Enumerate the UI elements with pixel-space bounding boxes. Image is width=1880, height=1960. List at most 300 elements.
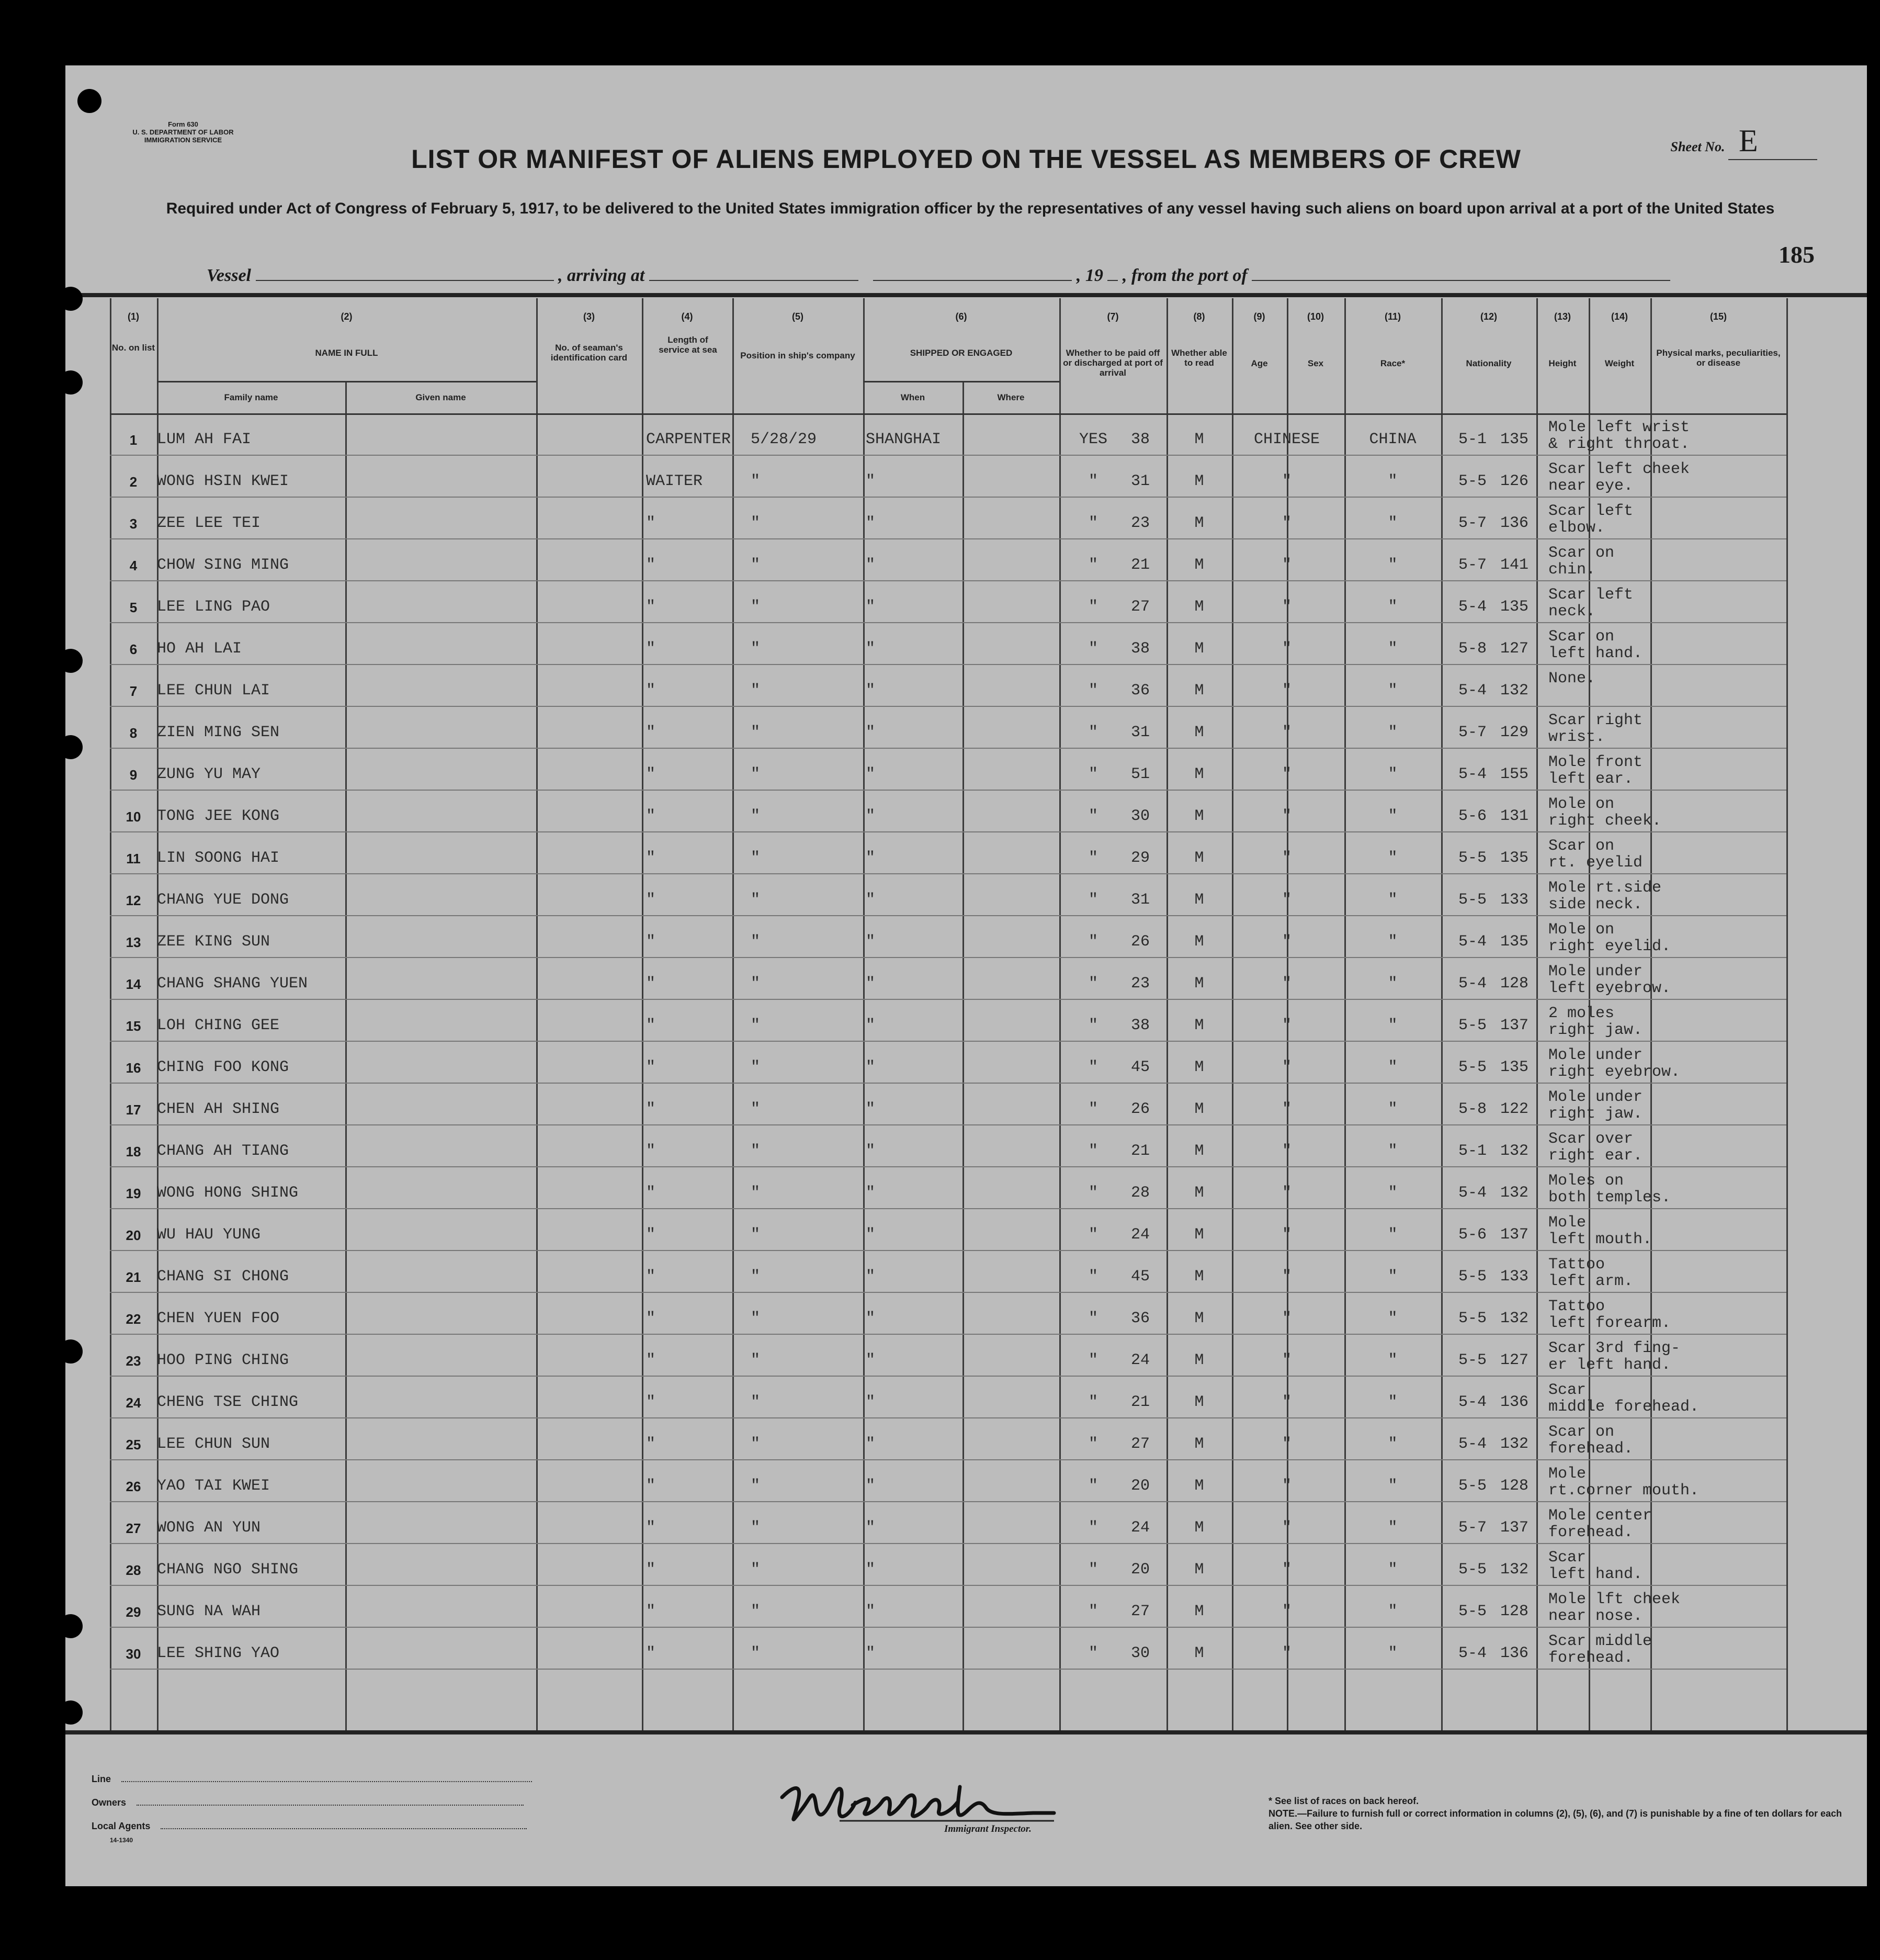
manifest-sheet — [65, 65, 1867, 1886]
cell-race: " — [1282, 1142, 1292, 1160]
cell-physical-marks: er left hand. — [1548, 1356, 1671, 1374]
cell-race: " — [1282, 1310, 1292, 1327]
cell-physical-marks: Mole center — [1548, 1507, 1652, 1525]
service-name: IMMIGRATION SERVICE — [144, 136, 222, 144]
inspector-label: Immigrant Inspector. — [944, 1823, 1032, 1834]
cell-when: " — [751, 1058, 761, 1076]
row-rule — [110, 455, 1786, 456]
cell-race: " — [1282, 1058, 1292, 1076]
cell-paid: " — [1088, 975, 1098, 993]
cell-name: CHEN AH SHING — [157, 1100, 280, 1118]
cell-race: " — [1282, 1603, 1292, 1620]
col13-header: Height — [1548, 358, 1577, 368]
cell-age: 31 — [1130, 724, 1150, 741]
row-number: 2 — [129, 474, 138, 490]
cell-age: 29 — [1130, 849, 1150, 867]
cell-race: " — [1282, 933, 1292, 951]
cell-weight: 155 — [1500, 765, 1528, 783]
cell-age: 20 — [1130, 1561, 1150, 1579]
col-line — [732, 298, 734, 1730]
row-rule — [110, 1543, 1786, 1544]
cell-physical-marks: Scar on — [1548, 837, 1615, 855]
cell-where: " — [866, 1477, 876, 1495]
row-number: 13 — [126, 934, 141, 950]
cell-race: " — [1282, 1184, 1292, 1202]
cell-when: " — [751, 1226, 761, 1244]
cell-position: " — [646, 807, 656, 825]
cell-when: " — [751, 1435, 761, 1453]
cell-age: 36 — [1130, 1310, 1150, 1327]
owners-blank — [137, 1805, 524, 1806]
cell-weight: 129 — [1500, 724, 1528, 741]
cell-physical-marks: & right throat. — [1548, 435, 1690, 453]
cell-height: 5-5 — [1458, 1268, 1487, 1286]
col10-header: Sex — [1307, 358, 1324, 368]
row-number: 19 — [126, 1186, 141, 1201]
row-number: 6 — [129, 641, 138, 657]
cell-name: CHANG NGO SHING — [157, 1561, 299, 1579]
footer-note — [1269, 1795, 1844, 1832]
cell-paid: " — [1088, 1644, 1098, 1662]
cell-physical-marks: right eyelid. — [1548, 938, 1671, 955]
cell-age: 45 — [1130, 1058, 1150, 1076]
cell-weight: 128 — [1500, 1603, 1528, 1620]
cell-nationality: " — [1388, 891, 1398, 909]
cell-position: " — [646, 891, 656, 909]
cell-when: " — [751, 1310, 761, 1327]
cell-nationality: " — [1388, 1351, 1398, 1369]
cell-name: CHANG YUE DONG — [157, 891, 289, 909]
cell-where: " — [866, 1268, 876, 1286]
cell-height: 5-4 — [1458, 1644, 1487, 1662]
cell-sex: M — [1194, 1477, 1204, 1495]
cell-sex: M — [1194, 1310, 1204, 1327]
cell-physical-marks: Mole under — [1548, 963, 1643, 981]
cell-age: 27 — [1130, 598, 1150, 616]
cell-when: " — [751, 1268, 761, 1286]
cell-physical-marks: Mole left wrist — [1548, 419, 1690, 436]
cell-weight: 133 — [1500, 1268, 1528, 1286]
binder-hole — [59, 1339, 83, 1364]
cell-physical-marks: right ear. — [1548, 1147, 1643, 1165]
cell-age: 24 — [1130, 1351, 1150, 1369]
col-line — [157, 298, 158, 1730]
arriving-label: , arriving at — [558, 266, 645, 285]
cell-position: " — [646, 598, 656, 616]
cell-paid: " — [1088, 514, 1098, 532]
cell-physical-marks: right jaw. — [1548, 1021, 1643, 1039]
cell-height: 5-4 — [1458, 765, 1487, 783]
cell-sex: M — [1194, 1644, 1204, 1662]
cell-physical-marks: left eyebrow. — [1548, 979, 1671, 997]
row-rule — [110, 1376, 1786, 1377]
cell-sex: M — [1194, 1603, 1204, 1620]
cell-nationality: " — [1388, 807, 1398, 825]
cell-age: 26 — [1130, 933, 1150, 951]
cell-physical-marks: Tattoo — [1548, 1256, 1605, 1274]
row-rule — [110, 1334, 1786, 1335]
cell-age: 27 — [1130, 1435, 1150, 1453]
cell-position: " — [646, 1351, 656, 1369]
row-rule — [110, 497, 1786, 498]
cell-physical-marks: Moles on — [1548, 1172, 1624, 1190]
footer-owners-field — [92, 1797, 524, 1808]
cell-race: " — [1282, 1100, 1292, 1118]
cell-weight: 136 — [1500, 1644, 1528, 1662]
line-label: Line — [92, 1774, 111, 1784]
cell-position: " — [646, 682, 656, 700]
cell-height: 5-6 — [1458, 807, 1487, 825]
document-subtitle: Required under Act of Congress of February 5, 1917, to be delivered to the United States immigration officer by the representatives of any vessel having such aliens on board upon arrival at a port of the United States — [166, 200, 1775, 217]
cell-name: WU HAU YUNG — [157, 1226, 261, 1244]
cell-when: " — [751, 640, 761, 658]
cell-race: " — [1282, 514, 1292, 532]
row-rule — [110, 664, 1786, 665]
cell-position: " — [646, 1519, 656, 1537]
cell-nationality: " — [1388, 933, 1398, 951]
cell-race: " — [1282, 1435, 1292, 1453]
line-blank — [121, 1781, 532, 1782]
row-rule — [110, 915, 1786, 916]
cell-sex: M — [1194, 598, 1204, 616]
col14-number: (14) — [1611, 311, 1628, 322]
sheet-number-label: Sheet No. — [1670, 139, 1725, 154]
shipped-subheader-rule — [863, 381, 1059, 382]
cell-physical-marks: Mole — [1548, 1465, 1587, 1483]
row-rule — [110, 831, 1786, 832]
cell-when: " — [751, 1184, 761, 1202]
row-number: 23 — [126, 1353, 141, 1369]
cell-age: 26 — [1130, 1100, 1150, 1118]
cell-paid: " — [1088, 1184, 1098, 1202]
cell-height: 5-5 — [1458, 1310, 1487, 1327]
row-number: 9 — [129, 767, 138, 783]
cell-race: " — [1282, 765, 1292, 783]
cell-weight: 141 — [1500, 556, 1528, 574]
cell-position: " — [646, 1393, 656, 1411]
col-line — [1287, 298, 1288, 1730]
cell-position: " — [646, 1184, 656, 1202]
col13-number: (13) — [1554, 311, 1571, 322]
cell-weight: 127 — [1500, 640, 1528, 658]
cell-physical-marks: Scar — [1548, 1381, 1587, 1399]
cell-sex: M — [1194, 1268, 1204, 1286]
cell-sex: M — [1194, 431, 1204, 448]
cell-when: " — [751, 933, 761, 951]
cell-name: LOH CHING GEE — [157, 1017, 280, 1034]
cell-nationality: " — [1388, 1435, 1398, 1453]
cell-nationality: " — [1388, 1184, 1398, 1202]
form-number: Form 630 — [168, 120, 198, 128]
row-rule — [110, 1250, 1786, 1251]
cell-sex: M — [1194, 849, 1204, 867]
year-blank — [1107, 264, 1118, 281]
cell-height: 5-5 — [1458, 1561, 1487, 1579]
cell-nationality: " — [1388, 724, 1398, 741]
cell-physical-marks: right jaw. — [1548, 1105, 1643, 1123]
footer-agents-field — [92, 1821, 527, 1832]
cell-weight: 126 — [1500, 472, 1528, 490]
when-header: When — [900, 392, 925, 402]
cell-height: 5-4 — [1458, 598, 1487, 616]
agents-blank — [161, 1828, 527, 1829]
row-number: 5 — [129, 600, 138, 615]
cell-physical-marks: Scar left cheek — [1548, 460, 1690, 478]
cell-weight: 137 — [1500, 1017, 1528, 1034]
cell-when: " — [751, 1351, 761, 1369]
col7-header: Whether to be paid off or discharged at port of arrival — [1063, 348, 1163, 378]
cell-race: " — [1282, 598, 1292, 616]
row-number: 22 — [126, 1311, 141, 1327]
cell-physical-marks: neck. — [1548, 603, 1596, 621]
cell-position: CARPENTER — [646, 431, 731, 448]
cell-weight: 136 — [1500, 1393, 1528, 1411]
arriving-blank — [649, 264, 858, 281]
cell-height: 5-4 — [1458, 975, 1487, 993]
cell-nationality: " — [1388, 472, 1398, 490]
cell-sex: M — [1194, 556, 1204, 574]
cell-physical-marks: side neck. — [1548, 896, 1643, 914]
cell-race: " — [1282, 1268, 1292, 1286]
cell-nationality: " — [1388, 1603, 1398, 1620]
cell-name: CHENG TSE CHING — [157, 1393, 299, 1411]
cell-sex: M — [1194, 640, 1204, 658]
row-number: 25 — [126, 1437, 141, 1452]
cell-weight: 136 — [1500, 514, 1528, 532]
cell-race: " — [1282, 1393, 1292, 1411]
cell-nationality: " — [1388, 682, 1398, 700]
cell-when: " — [751, 556, 761, 574]
cell-position: " — [646, 765, 656, 783]
row-rule — [110, 622, 1786, 623]
cell-where: " — [866, 807, 876, 825]
cell-position: " — [646, 1017, 656, 1034]
cell-paid: " — [1088, 1561, 1098, 1579]
col-line — [642, 298, 643, 1730]
cell-age: 24 — [1130, 1226, 1150, 1244]
cell-physical-marks: chin. — [1548, 561, 1596, 579]
cell-when: " — [751, 724, 761, 741]
cell-physical-marks: Tattoo — [1548, 1298, 1605, 1315]
cell-age: 27 — [1130, 1603, 1150, 1620]
cell-physical-marks: Mole rt.side — [1548, 879, 1662, 897]
cell-age: 38 — [1130, 640, 1150, 658]
col1-number: (1) — [128, 311, 139, 322]
col7-number: (7) — [1107, 311, 1119, 322]
cell-height: 5-5 — [1458, 1351, 1487, 1369]
cell-nationality: " — [1388, 1644, 1398, 1662]
cell-height: 5-5 — [1458, 891, 1487, 909]
row-rule — [110, 1166, 1786, 1167]
cell-sex: M — [1194, 891, 1204, 909]
col-line — [345, 382, 347, 1730]
cell-nationality: " — [1388, 514, 1398, 532]
cell-position: " — [646, 1268, 656, 1286]
cell-when: " — [751, 1017, 761, 1034]
from-port-label: , from the port of — [1122, 266, 1248, 285]
cell-sex: M — [1194, 1519, 1204, 1537]
cell-where: " — [866, 1058, 876, 1076]
binder-hole — [59, 649, 83, 673]
cell-where: " — [866, 640, 876, 658]
row-rule — [110, 748, 1786, 749]
cell-nationality: " — [1388, 1100, 1398, 1118]
col-line — [962, 382, 964, 1730]
cell-nationality: " — [1388, 1561, 1398, 1579]
row-number: 27 — [126, 1520, 141, 1536]
col4-number: (4) — [681, 311, 693, 322]
col-line — [1441, 298, 1443, 1730]
cell-position: " — [646, 1226, 656, 1244]
col11-header: Race* — [1380, 358, 1406, 368]
cell-physical-marks: Scar on — [1548, 1423, 1615, 1441]
cell-physical-marks: Mole — [1548, 1214, 1587, 1232]
cell-race: " — [1282, 807, 1292, 825]
cell-paid: " — [1088, 891, 1098, 909]
cell-paid: " — [1088, 472, 1098, 490]
cell-position: " — [646, 724, 656, 741]
cell-where: " — [866, 598, 876, 616]
row-number: 3 — [129, 516, 138, 532]
where-header: Where — [997, 392, 1025, 402]
row-number: 11 — [126, 851, 141, 866]
col5-header: Position in ship's company — [740, 351, 855, 361]
row-number: 24 — [126, 1395, 141, 1411]
cell-when: 5/28/29 — [751, 431, 817, 448]
cell-sex: M — [1194, 1142, 1204, 1160]
form-header — [105, 120, 262, 144]
row-rule — [110, 1459, 1786, 1460]
cell-physical-marks: left ear. — [1548, 770, 1634, 788]
cell-weight: 132 — [1500, 1184, 1528, 1202]
cell-height: 5-7 — [1458, 724, 1487, 741]
cell-where: " — [866, 1644, 876, 1662]
cell-nationality: " — [1388, 1393, 1398, 1411]
cell-paid: " — [1088, 724, 1098, 741]
cell-position: " — [646, 1644, 656, 1662]
cell-nationality: " — [1388, 1142, 1398, 1160]
cell-weight: 122 — [1500, 1100, 1528, 1118]
cell-paid: " — [1088, 598, 1098, 616]
cell-where: " — [866, 472, 876, 490]
cell-name: ZUNG YU MAY — [157, 765, 261, 783]
cell-paid: " — [1088, 1477, 1098, 1495]
family-name-header: Family name — [224, 392, 278, 402]
cell-when: " — [751, 682, 761, 700]
row-rule — [110, 1627, 1786, 1628]
cell-weight: 127 — [1500, 1351, 1528, 1369]
cell-physical-marks: Scar 3rd fing- — [1548, 1339, 1681, 1357]
cell-physical-marks: near nose. — [1548, 1607, 1643, 1625]
cell-where: " — [866, 1603, 876, 1620]
cell-age: 24 — [1130, 1519, 1150, 1537]
cell-paid: " — [1088, 1226, 1098, 1244]
cell-where: " — [866, 1184, 876, 1202]
cell-paid: " — [1088, 1603, 1098, 1620]
cell-race: " — [1282, 1351, 1292, 1369]
cell-where: SHANGHAI — [866, 431, 942, 448]
cell-where: " — [866, 849, 876, 867]
cell-weight: 132 — [1500, 682, 1528, 700]
cell-age: 38 — [1130, 431, 1150, 448]
department-name: U. S. DEPARTMENT OF LABOR — [132, 128, 234, 136]
cell-sex: M — [1194, 975, 1204, 993]
cell-name: TONG JEE KONG — [157, 807, 280, 825]
row-number: 16 — [126, 1060, 141, 1076]
cell-physical-marks: both temples. — [1548, 1189, 1671, 1207]
binder-hole — [59, 370, 83, 395]
cell-name: CHEN YUEN FOO — [157, 1310, 280, 1327]
cell-race: " — [1282, 1226, 1292, 1244]
owners-label: Owners — [92, 1797, 127, 1808]
row-rule — [110, 1041, 1786, 1042]
col-line — [1059, 298, 1061, 1730]
cell-race: " — [1282, 724, 1292, 741]
vessel-label: Vessel — [207, 266, 251, 285]
cell-when: " — [751, 472, 761, 490]
row-rule — [110, 999, 1786, 1000]
cell-name: WONG HSIN KWEI — [157, 472, 289, 490]
cell-sex: M — [1194, 1351, 1204, 1369]
cell-height: 5-1 — [1458, 431, 1487, 448]
cell-physical-marks: Scar middle — [1548, 1632, 1652, 1650]
cell-nationality: " — [1388, 1519, 1398, 1537]
cell-when: " — [751, 807, 761, 825]
binder-hole — [59, 1614, 83, 1638]
row-rule — [110, 706, 1786, 707]
cell-age: 36 — [1130, 682, 1150, 700]
table-bottom-rule — [65, 1730, 1867, 1734]
cell-sex: M — [1194, 1226, 1204, 1244]
cell-name: LEE LING PAO — [157, 598, 270, 616]
cell-nationality: " — [1388, 556, 1398, 574]
cell-physical-marks: left arm. — [1548, 1272, 1634, 1290]
cell-weight: 128 — [1500, 1477, 1528, 1495]
cell-age: 21 — [1130, 556, 1150, 574]
cell-height: 5-7 — [1458, 556, 1487, 574]
cell-name: CHANG SHANG YUEN — [157, 975, 308, 993]
cell-physical-marks: left hand. — [1548, 1565, 1643, 1583]
cell-physical-marks: rt.corner mouth. — [1548, 1482, 1700, 1500]
form-code: 14-1340 — [110, 1837, 133, 1844]
cell-position: " — [646, 933, 656, 951]
cell-paid: " — [1088, 1393, 1098, 1411]
cell-race: " — [1282, 640, 1292, 658]
row-number: 12 — [126, 893, 141, 908]
cell-position: " — [646, 514, 656, 532]
cell-where: " — [866, 1226, 876, 1244]
cell-age: 51 — [1130, 765, 1150, 783]
cell-name: HO AH LAI — [157, 640, 242, 658]
cell-where: " — [866, 891, 876, 909]
cell-where: " — [866, 682, 876, 700]
col6-number: (6) — [955, 311, 967, 322]
cell-physical-marks: left forearm. — [1548, 1314, 1671, 1332]
row-rule — [110, 1124, 1786, 1125]
cell-physical-marks: Mole lft cheek — [1548, 1591, 1681, 1608]
cell-when: " — [751, 891, 761, 909]
given-name-header: Given name — [415, 392, 466, 402]
binder-hole — [59, 287, 83, 311]
cell-race: " — [1282, 1644, 1292, 1662]
binder-hole — [59, 735, 83, 759]
cell-physical-marks: right eyebrow. — [1548, 1063, 1681, 1081]
col15-header: Physical marks, peculiarities, or disease — [1656, 348, 1781, 368]
row-rule — [110, 538, 1786, 539]
cell-weight: 135 — [1500, 1058, 1528, 1076]
cell-paid: " — [1088, 556, 1098, 574]
cell-sex: M — [1194, 682, 1204, 700]
